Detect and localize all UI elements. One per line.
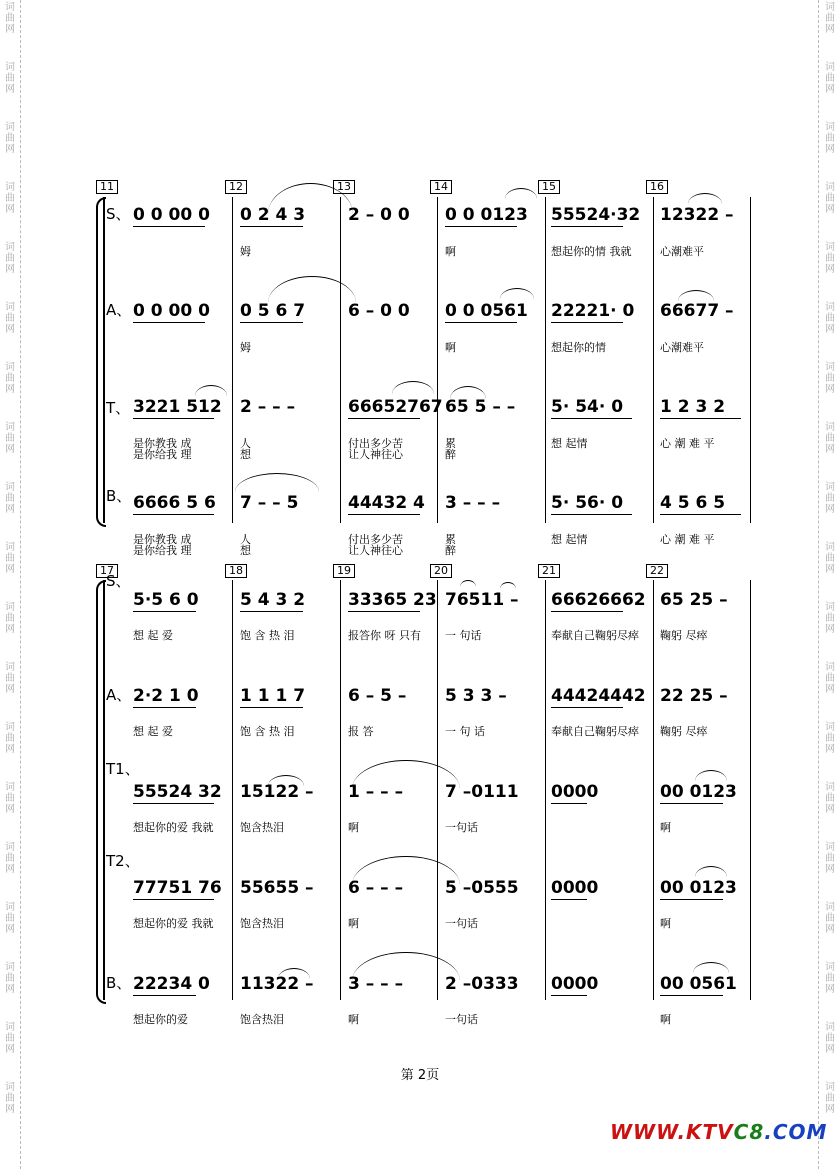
note-group: 3221 512	[133, 397, 222, 417]
site-logo	[610, 1120, 827, 1144]
barline	[653, 197, 654, 523]
lyric: 啊	[445, 245, 456, 258]
watermark-text: 词曲网	[825, 362, 835, 395]
voice-label: B、	[106, 487, 132, 505]
lyric: 啊	[660, 1013, 671, 1026]
lyric: 想起你的爱 我就	[133, 917, 214, 930]
lyric: 一 句话	[445, 629, 482, 642]
note-group: 00 0123	[660, 782, 737, 802]
slur	[695, 866, 727, 877]
lyric: 一句话	[445, 917, 478, 930]
measure-number: 16	[646, 180, 668, 194]
watermark-text: 词曲网	[5, 302, 15, 335]
barline	[545, 197, 546, 523]
note-group: 15122 –	[240, 782, 314, 802]
barline	[545, 580, 546, 1000]
note-group: 22234 0	[133, 974, 210, 994]
beam-line	[240, 226, 303, 227]
lyric: 饱含热泪	[240, 821, 284, 834]
lyric: 想起你的情	[551, 341, 606, 354]
voice-label: A、	[106, 686, 132, 704]
lyric: 啊	[348, 821, 359, 834]
system-line	[103, 580, 105, 1000]
measure-number: 18	[225, 564, 247, 578]
slur	[500, 582, 516, 589]
watermark-text: 词曲网	[5, 482, 15, 515]
lyric: 啊	[348, 917, 359, 930]
note-group: 3 – – –	[445, 493, 501, 513]
watermark-text: 词曲网	[825, 242, 835, 275]
note-group: 22221· 0	[551, 301, 635, 321]
lyric-second-verse: 想	[240, 448, 251, 461]
beam-line	[240, 611, 303, 612]
lyric: 奉献自己鞠躬尽瘁	[551, 725, 639, 738]
note-group: 44424442	[551, 686, 646, 706]
lyric: 想 起 爱	[133, 725, 173, 738]
watermark-text: 词曲网	[825, 302, 835, 335]
slur	[352, 952, 460, 981]
watermark-text: 词曲网	[825, 182, 835, 215]
lyric: 想 起情	[551, 533, 588, 546]
note-group: 44432 4	[348, 493, 425, 513]
note-group: 65 25 –	[660, 590, 728, 610]
beam-line	[551, 514, 632, 515]
beam-line	[133, 995, 196, 996]
note-group: 0 5 6 7	[240, 301, 306, 321]
watermark-text: 词曲网	[5, 242, 15, 275]
beam-line	[133, 899, 214, 900]
lyric: 啊	[660, 917, 671, 930]
beam-line	[133, 226, 205, 227]
note-group: 55524·32	[551, 205, 641, 225]
watermark-text: 词曲网	[825, 482, 835, 515]
watermark-text: 词曲网	[5, 1022, 15, 1055]
page-number: 第 2页	[400, 1068, 440, 1083]
beam-line	[551, 995, 587, 996]
lyric: 是你教我 成	[133, 533, 192, 546]
note-group: 55524 32	[133, 782, 222, 802]
note-group: 0 0 0123	[445, 205, 528, 225]
note-group: 5 3 3 –	[445, 686, 507, 706]
note-group: 0000	[551, 782, 599, 802]
slur	[678, 290, 714, 301]
beam-line	[445, 322, 517, 323]
note-group: 12322 –	[660, 205, 734, 225]
beam-line	[660, 899, 723, 900]
lyric: 心潮难平	[660, 245, 704, 258]
beam-line	[133, 514, 214, 515]
note-group: 5· 56· 0	[551, 493, 624, 513]
beam-line	[348, 611, 420, 612]
watermark-text: 词曲网	[825, 782, 835, 815]
voice-label: A、	[106, 301, 132, 319]
note-group: 22 25 –	[660, 686, 728, 706]
slur	[460, 580, 476, 587]
barline	[340, 580, 341, 1000]
lyric: 鞠躬 尽瘁	[660, 629, 708, 642]
beam-line	[133, 322, 205, 323]
note-group: 77751 76	[133, 878, 222, 898]
slur	[268, 775, 304, 786]
lyric: 饱 含 热 泪	[240, 629, 295, 642]
watermark-text: 词曲网	[825, 1082, 835, 1115]
lyric: 心潮难平	[660, 341, 704, 354]
watermark-text: 词曲网	[5, 362, 15, 395]
slur	[688, 193, 722, 204]
lyric: 想起你的爱 我就	[133, 821, 214, 834]
watermark-text: 词曲网	[5, 1082, 15, 1115]
lyric-second-verse: 是你给我 理	[133, 448, 192, 461]
slur	[352, 856, 460, 885]
lyric: 想起你的爱	[133, 1013, 188, 1026]
watermark-text: 词曲网	[5, 62, 15, 95]
site-logo-suffix: .COM	[764, 1120, 828, 1144]
beam-line	[133, 611, 196, 612]
lyric: 啊	[660, 821, 671, 834]
note-group: 6 – 5 –	[348, 686, 407, 706]
right-border	[818, 0, 819, 1169]
note-group: 0000	[551, 878, 599, 898]
beam-line	[133, 803, 214, 804]
lyric: 想 起 爱	[133, 629, 173, 642]
measure-number: 12	[225, 180, 247, 194]
lyric: 姆	[240, 341, 251, 354]
lyric: 人	[240, 437, 251, 450]
lyric: 人	[240, 533, 251, 546]
lyric-second-verse: 想	[240, 544, 251, 557]
watermark-text: 词曲网	[825, 62, 835, 95]
note-group: 0 0 0561	[445, 301, 528, 321]
measure-number: 22	[646, 564, 668, 578]
note-group: 66652767	[348, 397, 443, 417]
lyric: 一句话	[445, 1013, 478, 1026]
note-group: 6 – 0 0	[348, 301, 410, 321]
slur	[695, 770, 727, 781]
note-group: 00 0123	[660, 878, 737, 898]
voice-label: T1、	[106, 760, 140, 778]
slur	[450, 386, 486, 399]
barline	[232, 580, 233, 1000]
lyric: 奉献自己鞠躬尽瘁	[551, 629, 639, 642]
lyric-second-verse: 让人神往心	[348, 448, 403, 461]
barline	[437, 197, 438, 523]
note-group: 2·2 1 0	[133, 686, 199, 706]
watermark-text: 词曲网	[825, 602, 835, 635]
beam-line	[551, 899, 587, 900]
slur	[505, 188, 537, 199]
watermark-text: 词曲网	[825, 902, 835, 935]
note-group: 00 0561	[660, 974, 737, 994]
site-logo-middle: C8	[733, 1120, 765, 1144]
beam-line	[551, 322, 623, 323]
measure-number: 15	[538, 180, 560, 194]
lyric: 付出多少苦	[348, 533, 403, 546]
voice-label: T2、	[106, 852, 140, 870]
beam-line	[133, 418, 214, 419]
note-group: 1 – – –	[348, 782, 404, 802]
lyric: 报答你 呀 只有	[348, 629, 421, 642]
note-group: 66677 –	[660, 301, 734, 321]
watermark-text: 词曲网	[5, 782, 15, 815]
note-group: 7 –0111	[445, 782, 519, 802]
note-group: 0 0 00 0	[133, 205, 210, 225]
watermark-text: 词曲网	[825, 122, 835, 155]
beam-line	[240, 322, 303, 323]
watermark-text: 词曲网	[825, 542, 835, 575]
note-group: 0 2 4 3	[240, 205, 306, 225]
note-group: 55655 –	[240, 878, 314, 898]
lyric: 一句话	[445, 821, 478, 834]
note-group: 6 – – –	[348, 878, 404, 898]
lyric: 付出多少苦	[348, 437, 403, 450]
beam-line	[660, 803, 723, 804]
beam-line	[551, 226, 623, 227]
note-group: 2 –0333	[445, 974, 519, 994]
note-group: 65 5 – –	[445, 397, 516, 417]
watermark-text: 词曲网	[825, 842, 835, 875]
watermark-text: 词曲网	[825, 722, 835, 755]
beam-line	[551, 803, 587, 804]
note-group: 5· 54· 0	[551, 397, 624, 417]
slur	[278, 968, 310, 979]
beam-line	[551, 418, 632, 419]
watermark-text: 词曲网	[825, 422, 835, 455]
lyric: 啊	[348, 1013, 359, 1026]
slur	[500, 288, 534, 299]
voice-label: T、	[106, 399, 131, 417]
slur	[392, 381, 434, 394]
measure-number: 13	[333, 180, 355, 194]
note-group: 76511 –	[445, 590, 519, 610]
lyric: 心 潮 难 平	[660, 533, 715, 546]
note-group: 1 1 1 7	[240, 686, 306, 706]
voice-label: B、	[106, 974, 132, 992]
measure-number: 14	[430, 180, 452, 194]
watermark-text: 词曲网	[5, 962, 15, 995]
slur	[352, 760, 460, 789]
lyric-second-verse: 让人神往心	[348, 544, 403, 557]
watermark-text: 词曲网	[825, 2, 835, 35]
barline	[750, 197, 751, 523]
watermark-text: 词曲网	[5, 2, 15, 35]
site-logo-prefix: WWW.KTV	[610, 1120, 734, 1144]
watermark-text: 词曲网	[5, 722, 15, 755]
beam-line	[551, 611, 623, 612]
lyric-second-verse: 醉	[445, 544, 456, 557]
watermark-text: 词曲网	[5, 662, 15, 695]
lyric: 报 答	[348, 725, 374, 738]
voice-label: S、	[106, 205, 131, 223]
note-group: 2 – 0 0	[348, 205, 410, 225]
beam-line	[660, 995, 723, 996]
measure-number: 20	[430, 564, 452, 578]
lyric: 想起你的情 我就	[551, 245, 632, 258]
beam-line	[240, 707, 303, 708]
voice-label: S、	[106, 572, 131, 590]
lyric: 啊	[445, 341, 456, 354]
lyric-second-verse: 是你给我 理	[133, 544, 192, 557]
note-group: 33365 23	[348, 590, 437, 610]
note-group: 66626662	[551, 590, 646, 610]
watermark-text: 词曲网	[825, 662, 835, 695]
lyric: 饱含热泪	[240, 1013, 284, 1026]
lyric: 累	[445, 533, 456, 546]
barline	[340, 197, 341, 523]
watermark-text: 词曲网	[825, 1022, 835, 1055]
note-group: 2 – – –	[240, 397, 296, 417]
lyric: 饱 含 热 泪	[240, 725, 295, 738]
lyric: 是你教我 成	[133, 437, 192, 450]
barline	[232, 197, 233, 523]
measure-number: 19	[333, 564, 355, 578]
watermark-text: 词曲网	[5, 902, 15, 935]
watermark-text: 词曲网	[825, 962, 835, 995]
system-line	[103, 197, 105, 523]
beam-line	[348, 514, 420, 515]
watermark-text: 词曲网	[5, 122, 15, 155]
beam-line	[660, 418, 741, 419]
measure-number: 11	[96, 180, 118, 194]
lyric-second-verse: 醉	[445, 448, 456, 461]
barline	[653, 580, 654, 1000]
slur	[268, 276, 356, 303]
note-group: 3 – – –	[348, 974, 404, 994]
beam-line	[445, 226, 517, 227]
lyric: 心 潮 难 平	[660, 437, 715, 450]
watermark-text: 词曲网	[5, 182, 15, 215]
lyric: 鞠躬 尽瘁	[660, 725, 708, 738]
lyric: 想 起情	[551, 437, 588, 450]
note-group: 11322 –	[240, 974, 314, 994]
slur	[235, 473, 319, 492]
note-group: 0 0 00 0	[133, 301, 210, 321]
note-group: 5 –0555	[445, 878, 519, 898]
watermark-text: 词曲网	[5, 842, 15, 875]
beam-line	[133, 707, 196, 708]
watermark-text: 词曲网	[5, 542, 15, 575]
barline	[437, 580, 438, 1000]
note-group: 7 – – 5	[240, 493, 299, 513]
watermark-text: 词曲网	[5, 602, 15, 635]
note-group: 6666 5 6	[133, 493, 216, 513]
lyric: 累	[445, 437, 456, 450]
measure-number: 17	[96, 564, 118, 578]
beam-line	[660, 514, 741, 515]
lyric: 姆	[240, 245, 251, 258]
measure-number: 21	[538, 564, 560, 578]
lyric: 饱含热泪	[240, 917, 284, 930]
note-group: 5·5 6 0	[133, 590, 199, 610]
watermark-text: 词曲网	[5, 422, 15, 455]
lyric: 一 句 话	[445, 725, 485, 738]
slur	[693, 962, 729, 973]
note-group: 0000	[551, 974, 599, 994]
beam-line	[551, 707, 623, 708]
note-group: 5 4 3 2	[240, 590, 306, 610]
slur	[195, 385, 227, 396]
beam-line	[348, 418, 420, 419]
note-group: 4 5 6 5	[660, 493, 726, 513]
barline	[750, 580, 751, 1000]
note-group: 1 2 3 2	[660, 397, 726, 417]
left-border	[20, 0, 21, 1169]
